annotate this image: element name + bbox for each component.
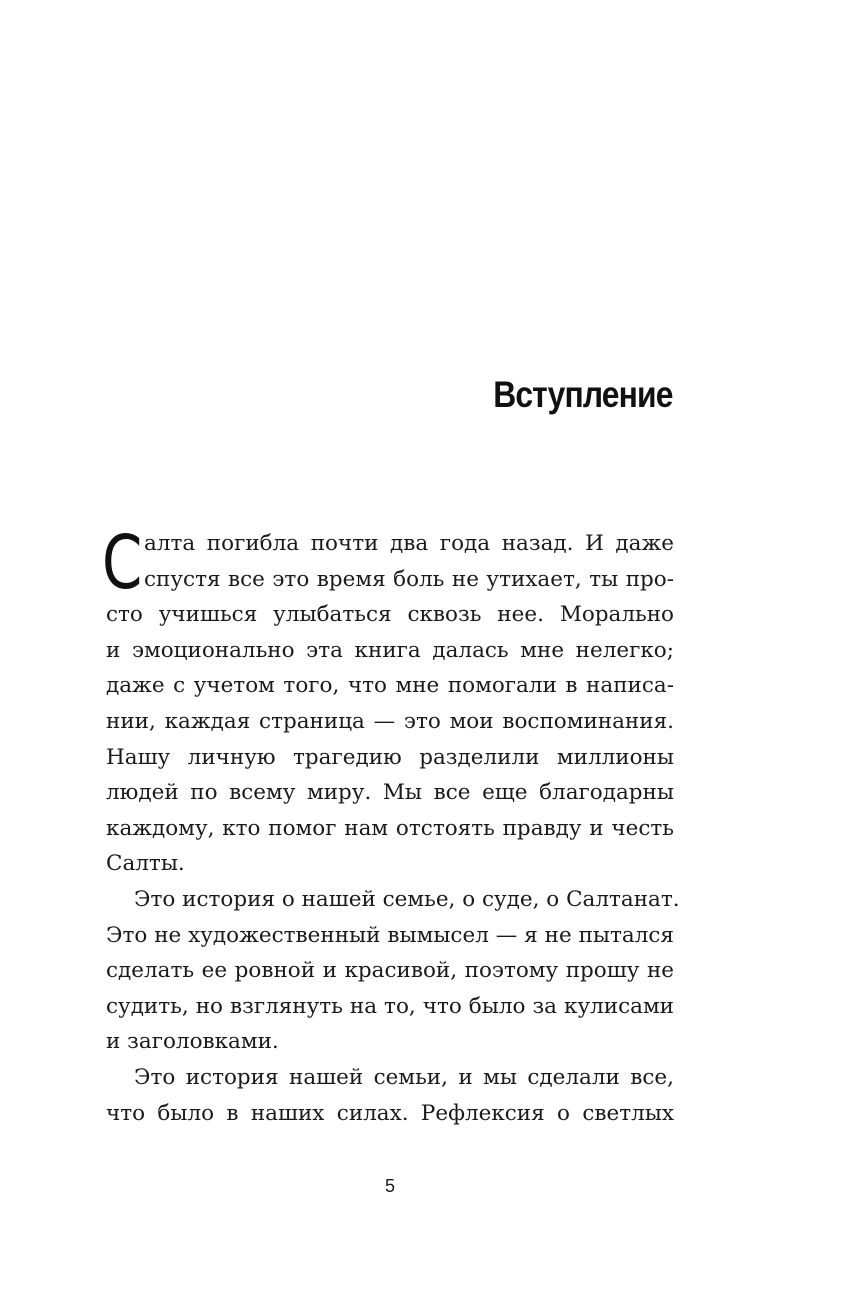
text-line: сто учишься улыбаться сквозь нее. Морально bbox=[106, 602, 674, 628]
text-line: даже с учетом того, что мне помогали в написа- bbox=[106, 673, 674, 699]
text-line: Это история нашей семьи, и мы сделали все, bbox=[134, 1064, 674, 1090]
text-line: и эмоционально эта книга далась мне нелегко; bbox=[106, 637, 674, 663]
text-line: что было в наших силах. Рефлексия о светлых bbox=[106, 1100, 674, 1126]
text-line: судить, но взглянуть на то, что было за кулисами bbox=[106, 993, 674, 1019]
text-line: Нашу личную трагедию разделили миллионы bbox=[106, 744, 674, 770]
page-number: 5 bbox=[384, 1176, 395, 1196]
text-line: сделать ее ровной и красивой, поэтому прошу не bbox=[106, 958, 674, 984]
text-line: людей по всему миру. Мы все еще благодарны bbox=[106, 780, 674, 806]
drop-cap: С bbox=[102, 520, 143, 606]
body-text bbox=[102, 520, 680, 1131]
text-line: Это история о нашей семье, о суде, о Салтанат. bbox=[134, 886, 680, 912]
text-line: нии, каждая страница — это мои воспоминания. bbox=[106, 708, 674, 734]
text-line: и заголовками. bbox=[106, 1029, 279, 1055]
text-line: Это не художественный вымысел — я не пытался bbox=[106, 922, 674, 948]
text-line: спустя все это время боль не утихает, ты про- bbox=[144, 566, 674, 592]
chapter-title: Вступление bbox=[493, 374, 673, 415]
text-line: алта погибла почти два года назад. И даже bbox=[144, 531, 674, 556]
text-line: каждому, кто помог нам отстоять правду и честь bbox=[106, 815, 674, 841]
text-line: Салты. bbox=[106, 851, 185, 877]
